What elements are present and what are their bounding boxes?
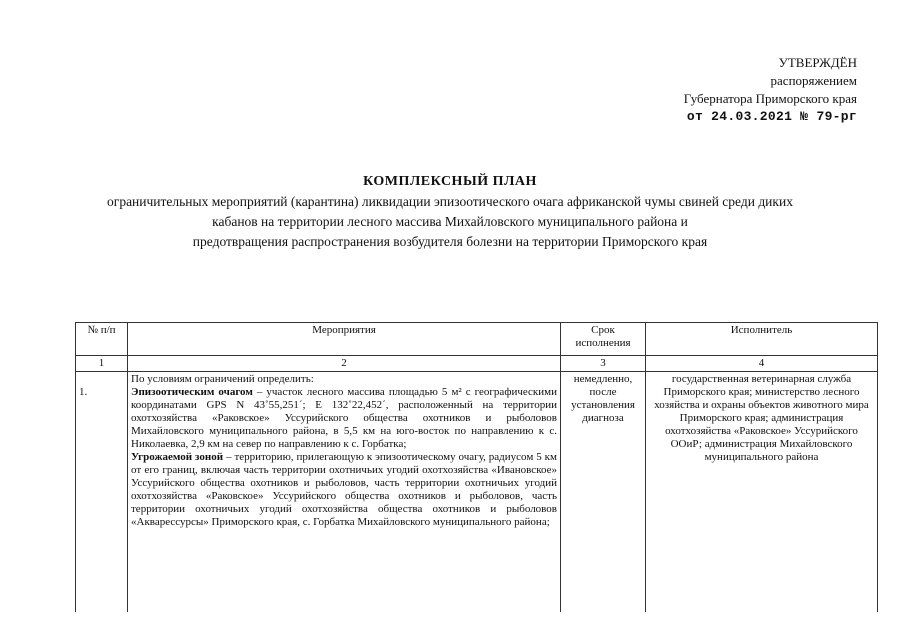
- document-subtitle-line-3: предотвращения распространения возбудителя болезни на территории Приморского края: [192, 234, 708, 249]
- zone-term: Угрожаемой зоной: [131, 451, 224, 463]
- table-header-row: [76, 323, 878, 356]
- document-title-block: [30, 172, 870, 252]
- index-cell: 1: [76, 356, 128, 372]
- header-deadline: Срок исполнения: [561, 323, 646, 356]
- approval-title: УТВЕРЖДЁН: [778, 55, 857, 70]
- table-row: [76, 372, 878, 613]
- measures-intro: По условиям ограничений определить:: [131, 373, 314, 385]
- row-number: 1.: [76, 372, 128, 613]
- approval-stamp: [597, 54, 857, 126]
- document-subtitle-line-2: кабанов на территории лесного массива Михайловского муниципального района и: [212, 214, 688, 229]
- zone-text: – территорию, прилегающую к эпизоотическому очагу, радиусом 5 км от его границ, включая часть территории охотничьих угодий охотхозяйства «Ивановское» Уссурийского общества охотников и рыболовов, часть территории охотничьих угодий охотхозяйства «Раковское» Уссурийского общества охотников и рыболовов, часть территории охотничьих угодий охотхозяйства общества охотников и рыболовов «Акварессурсы» Приморского края, с. Горбатка Михайловского муниципального района;: [131, 451, 557, 528]
- focus-term: Эпизоотическим очагом: [131, 386, 253, 398]
- focus-paragraph: [131, 386, 557, 451]
- header-measures: Мероприятия: [128, 323, 561, 356]
- table-index-row: [76, 356, 878, 372]
- approval-date: от 24.03.2021 № 79-рг: [686, 109, 857, 124]
- zone-paragraph: [131, 451, 557, 529]
- index-cell: 3: [561, 356, 646, 372]
- row-deadline: немедленно, после установления диагноза: [561, 372, 646, 613]
- header-executor: Исполнитель: [646, 323, 878, 356]
- approval-decree: распоряжением: [770, 73, 857, 88]
- plan-table: [75, 322, 878, 612]
- row-measures: [128, 372, 561, 613]
- approval-authority: Губернатора Приморского края: [683, 91, 857, 106]
- header-number: № п/п: [76, 323, 128, 356]
- index-cell: 4: [646, 356, 878, 372]
- document-subtitle-line-1: ограничительных мероприятий (карантина) ликвидации эпизоотического очага африканской чумы свиней среди диких: [107, 194, 793, 209]
- document-title: КОМПЛЕКСНЫЙ ПЛАН: [363, 174, 537, 189]
- index-cell: 2: [128, 356, 561, 372]
- focus-text: – участок лесного массива площадью 5 м² с географическими координатами GPS N 43˚55,251´; E 132˚22,452´, расположенный на территории охотхозяйства «Раковское» Уссурийского общества охотников и рыболовов Михайловского муниципального района, в 5,5 км на юго-восток по направлению к с. Николаевка, 2,9 км на север по направлению к с. Горбатка;: [131, 386, 557, 450]
- row-executor: государственная ветеринарная служба Приморского края; министерство лесного хозяйства и охраны объектов животного мира Приморского края; администрация охотхозяйства «Раковское» Уссурийского ООиР; администрация Михайловского муниципального района: [646, 372, 878, 613]
